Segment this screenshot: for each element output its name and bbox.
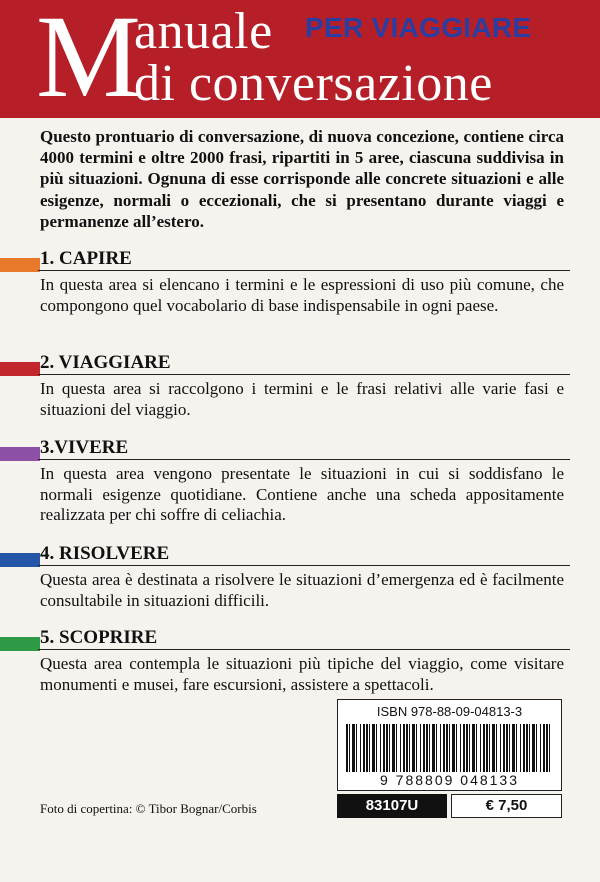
barcode-icon — [346, 724, 551, 772]
section-body: In questa area si raccolgono i termini e le frasi relativi alle varie fasi e situazioni del viaggio. — [40, 379, 564, 419]
section-vivere — [0, 437, 600, 526]
product-code: 83107U — [337, 794, 447, 818]
section-risolvere — [0, 543, 600, 611]
section-color-bar — [0, 248, 40, 272]
isbn-barcode-box — [337, 699, 562, 791]
section-rule — [38, 459, 570, 460]
title-initial: M — [36, 0, 141, 122]
isbn-label: ISBN 978-88-09-04813-3 — [376, 704, 523, 719]
section-color-bar — [0, 627, 40, 651]
section-body: Questa area contempla le situazioni più tipiche del viaggio, come visitare monumenti e musei, fare escursioni, assistere a spettacoli. — [40, 654, 564, 694]
section-viaggiare — [0, 352, 600, 420]
section-title: 5. SCOPRIRE — [40, 627, 158, 648]
title-subline: di conversazione — [134, 55, 493, 112]
section-color-bar — [0, 437, 40, 461]
section-title: 1. CAPIRE — [40, 248, 132, 269]
title-tag: PER VIAGGIARE — [305, 12, 532, 43]
section-rule — [38, 565, 570, 566]
section-body: Questa area è destinata a risolvere le situazioni d’emergenza ed è facilmente consultabile in situazioni difficili. — [40, 570, 564, 610]
price-label: € 7,50 — [451, 794, 562, 818]
section-body: In questa area si elencano i termini e le espressioni di uso più comune, che compongono quel vocabolario di base indispensabile in ogni paese. — [40, 275, 564, 315]
section-color-bar — [0, 543, 40, 567]
section-scoprire — [0, 627, 600, 695]
title-word-manuale: anuale — [134, 3, 273, 60]
photo-credit: Foto di copertina: © Tibor Bognar/Corbis — [40, 801, 257, 816]
section-rule — [38, 270, 570, 271]
section-title: 4. RISOLVERE — [40, 543, 170, 564]
barcode-digits: 9 788809 048133 — [380, 772, 519, 788]
section-rule — [38, 374, 570, 375]
section-title: 3.VIVERE — [40, 437, 129, 458]
title-banner — [0, 0, 600, 122]
section-rule — [38, 649, 570, 650]
section-capire — [0, 248, 600, 316]
section-color-bar — [0, 352, 40, 376]
section-body: In questa area vengono presentate le situazioni in cui si soddisfano le normali esigenze quotidiane. Contiene anche una scheda appositamente realizzata per chi soffre di celiachia. — [40, 464, 564, 524]
section-title: 2. VIAGGIARE — [40, 352, 171, 373]
intro-paragraph: Questo prontuario di conversazione, di nuova concezione, contiene circa 4000 termini e oltre 2000 frasi, ripartiti in 5 aree, ciascuna suddivisa in più situazioni. Ognuna di esse corrisponde alle concrete situazioni e alle esigenze, normali o eccezionali, che si presentano durante viaggi e permanenze all’estero. — [40, 127, 564, 231]
